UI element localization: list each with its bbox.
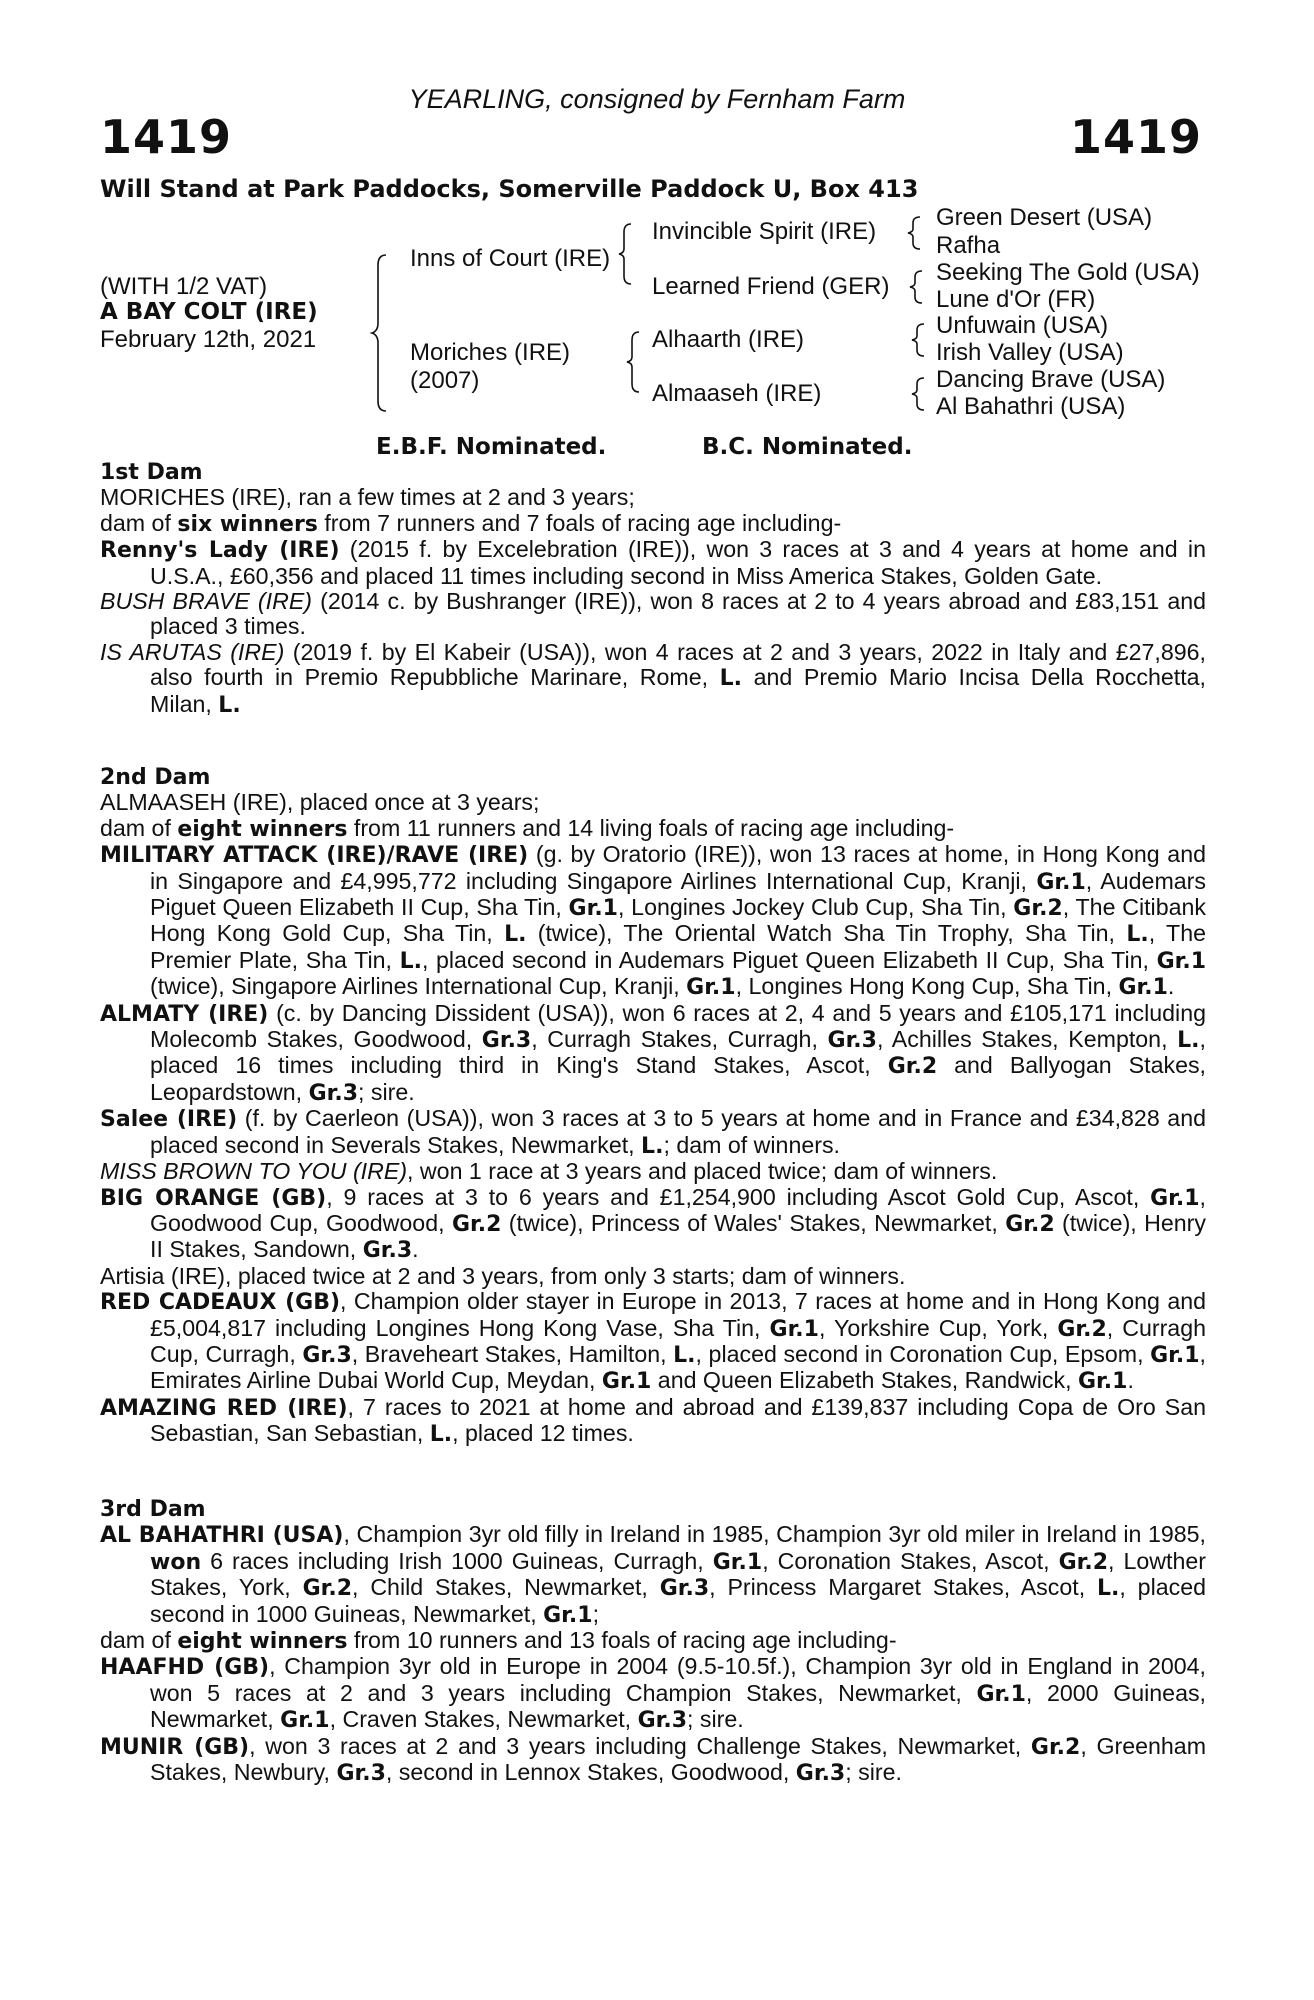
pedigree-bracket-sire	[619, 222, 635, 286]
pedigree-g6: Irish Valley (USA)	[936, 339, 1124, 366]
pedigree-g7: Dancing Brave (USA)	[936, 366, 1166, 393]
pedigree-bracket-dam	[627, 330, 643, 394]
pedigree-g5: Unfuwain (USA)	[936, 312, 1109, 339]
progeny-miss-brown-to-you: MISS BROWN TO YOU (IRE), won 1 race at 3 years and placed twice; dam of winners.	[100, 1158, 998, 1185]
pedigree-g4: Lune d'Or (FR)	[936, 286, 1096, 313]
progeny-almaty: ALMATY (IRE) (c. by Dancing Dissident (USA)), won 6 races at 2, 4 and 5 years and £105,171 including Molecomb Stakes, Goodwood, Gr.3, Curragh Stakes, Curragh, Gr.3, Achilles Stakes, Kempton, L., placed 16 times including third in King's Stand Stakes, Ascot, Gr.2 and Ballyogan Stakes, Leopardstown, Gr.3; sire.	[100, 999, 1206, 1106]
progeny-haafhd: HAAFHD (GB), Champion 3yr old in Europe in 2004 (9.5-10.5f.), Champion 3yr old in England in 2004, won 5 races at 2 and 3 years including Champion Stakes, Newmarket, Gr.1, 2000 Guineas, Newmarket, Gr.1, Craven Stakes, Newmarket, Gr.3; sire.	[100, 1653, 1206, 1734]
pedigree-dam-year: (2007)	[410, 367, 480, 394]
progeny-is-arutas: IS ARUTAS (IRE) (2019 f. by El Kabeir (USA)), won 4 races at 2 and 3 years, 2022 in Italy and £27,896, also fourth in Premio Repubbliche Marinare, Rome, L. and Premio Mario Incisa Della Rocchetta, Milan, L.	[100, 638, 1206, 718]
pedigree-dam-dam: Almaaseh (IRE)	[652, 380, 822, 407]
progeny-big-orange: BIG ORANGE (GB), 9 races at 3 to 6 years and £1,254,900 including Ascot Gold Cup, Ascot, Gr.1, Goodwood Cup, Goodwood, Gr.2 (twice), Princess of Wales' Stakes, Newmarket, Gr.2 (twice), Henry II Stakes, Sandown, Gr.3.	[100, 1183, 1206, 1264]
pedigree-bracket-g56	[912, 322, 926, 358]
stand-location: Will Stand at Park Paddocks, Somerville Paddock U, Box 413	[100, 175, 919, 203]
pedigree-g8: Al Bahathri (USA)	[936, 393, 1126, 420]
first-dam-section	[100, 460, 1206, 718]
horse-name: A BAY COLT (IRE)	[100, 299, 318, 325]
progeny-amazing-red: AMAZING RED (IRE), 7 races to 2021 at home and abroad and £139,837 including Copa de Oro San Sebastian, San Sebastian, L., placed 12 times.	[100, 1393, 1206, 1448]
first-dam-line1: MORICHES (IRE), ran a few times at 2 and 3 years;	[100, 484, 635, 511]
pedigree-g3: Seeking The Gold (USA)	[936, 259, 1200, 286]
pedigree-bracket-main	[372, 253, 392, 413]
second-dam-heading: 2nd Dam	[100, 765, 211, 790]
horse-dob: February 12th, 2021	[100, 326, 317, 353]
pedigree-dam: Moriches (IRE)	[410, 339, 571, 366]
lot-number-right: 1419	[1069, 110, 1202, 164]
first-dam-heading: 1st Dam	[100, 460, 203, 485]
third-dam-line: dam of eight winners from 10 runners and 13 foals of racing age including-	[100, 1627, 897, 1655]
pedigree-sire-sire: Invincible Spirit (IRE)	[652, 218, 877, 245]
pedigree-dam-sire: Alhaarth (IRE)	[652, 326, 805, 353]
second-dam-line1: ALMAASEH (IRE), placed once at 3 years;	[100, 789, 540, 816]
pedigree-sire-dam: Learned Friend (GER)	[652, 273, 890, 300]
progeny-munir: MUNIR (GB), won 3 races at 2 and 3 years including Challenge Stakes, Newmarket, Gr.2, Greenham Stakes, Newbury, Gr.3, second in Lennox Stakes, Goodwood, Gr.3; sire.	[100, 1732, 1207, 1787]
progeny-artisia: Artisia (IRE), placed twice at 2 and 3 years, from only 3 starts; dam of winners.	[100, 1262, 906, 1289]
progeny-bush-brave: BUSH BRAVE (IRE) (2014 c. by Bushranger (IRE)), won 8 races at 2 to 4 years abroad and £83,151 and placed 3 times.	[100, 588, 1207, 640]
first-dam-line2: dam of six winners from 7 runners and 7 foals of racing age including-	[100, 509, 842, 537]
progeny-red-cadeaux: RED CADEAUX (GB), Champion older stayer in Europe in 2013, 7 races at home and in Hong Kong and £5,004,817 including Longines Hong Kong Vase, Sha Tin, Gr.1, Yorkshire Cup, York, Gr.2, Curragh Cup, Curragh, Gr.3, Braveheart Stakes, Hamilton, L., placed second in Coronation Cup, Epsom, Gr.1, Emirates Airline Dubai World Cup, Meydan, Gr.1 and Queen Elizabeth Stakes, Randwick, Gr.1.	[100, 1288, 1207, 1395]
pedigree-bracket-g12	[908, 215, 922, 251]
progeny-military-attack: MILITARY ATTACK (IRE)/RAVE (IRE) (g. by Oratorio (IRE)), won 13 races at home, in Hong Kong and in Singapore and £4,995,772 including Singapore Airlines International Cup, Kranji, Gr.1, Audemars Piguet Queen Elizabeth II Cup, Sha Tin, Gr.1, Longines Jockey Club Cup, Sha Tin, Gr.2, The Citibank Hong Kong Gold Cup, Sha Tin, L. (twice), The Oriental Watch Sha Tin Trophy, Sha Tin, L., The Premier Plate, Sha Tin, L., placed second in Audemars Piguet Queen Elizabeth II Cup, Sha Tin, Gr.1 (twice), Singapore Airlines International Cup, Kranji, Gr.1, Longines Hong Kong Cup, Sha Tin, Gr.1.	[100, 841, 1206, 1001]
third-dam-al-bahathri: AL BAHATHRI (USA), Champion 3yr old filly in Ireland in 1985, Champion 3yr old miler in Ireland in 1985, won 6 races including Irish 1000 Guineas, Curragh, Gr.1, Coronation Stakes, Ascot, Gr.2, Lowther Stakes, York, Gr.2, Child Stakes, Newmarket, Gr.3, Princess Margaret Stakes, Ascot, L., placed second in 1000 Guineas, Newmarket, Gr.1;	[100, 1521, 1207, 1628]
progeny-salee: Salee (IRE) (f. by Caerleon (USA)), won 3 races at 3 to 5 years at home and in France and £34,828 and placed second in Severals Stakes, Newmarket, L.; dam of winners.	[100, 1105, 1206, 1159]
pedigree-sire: Inns of Court (IRE)	[410, 245, 611, 272]
pedigree-g1: Green Desert (USA)	[936, 204, 1153, 231]
lot-number-left: 1419	[100, 110, 233, 164]
pedigree-bracket-g34	[910, 269, 924, 305]
pedigree-bracket-g78	[912, 376, 926, 412]
catalogue-title: YEARLING, consigned by Fernham Farm	[408, 84, 906, 114]
second-dam-line2: dam of eight winners from 11 runners and 14 living foals of racing age including-	[100, 814, 955, 842]
pedigree-g2: Rafha	[936, 232, 1001, 259]
third-dam-section	[100, 1497, 1206, 1786]
third-dam-heading: 3rd Dam	[100, 1497, 206, 1522]
ebf-nomination: E.B.F. Nominated.	[376, 434, 607, 460]
bc-nomination: B.C. Nominated.	[702, 434, 913, 460]
vat-note: (WITH 1/2 VAT)	[100, 273, 268, 300]
second-dam-section	[100, 765, 1206, 1448]
progeny-rennys-lady: Renny's Lady (IRE) (2015 f. by Excelebration (IRE)), won 3 races at 3 and 4 years at home and in U.S.A., £60,356 and placed 11 times including second in Miss America Stakes, Golden Gate.	[100, 536, 1206, 589]
